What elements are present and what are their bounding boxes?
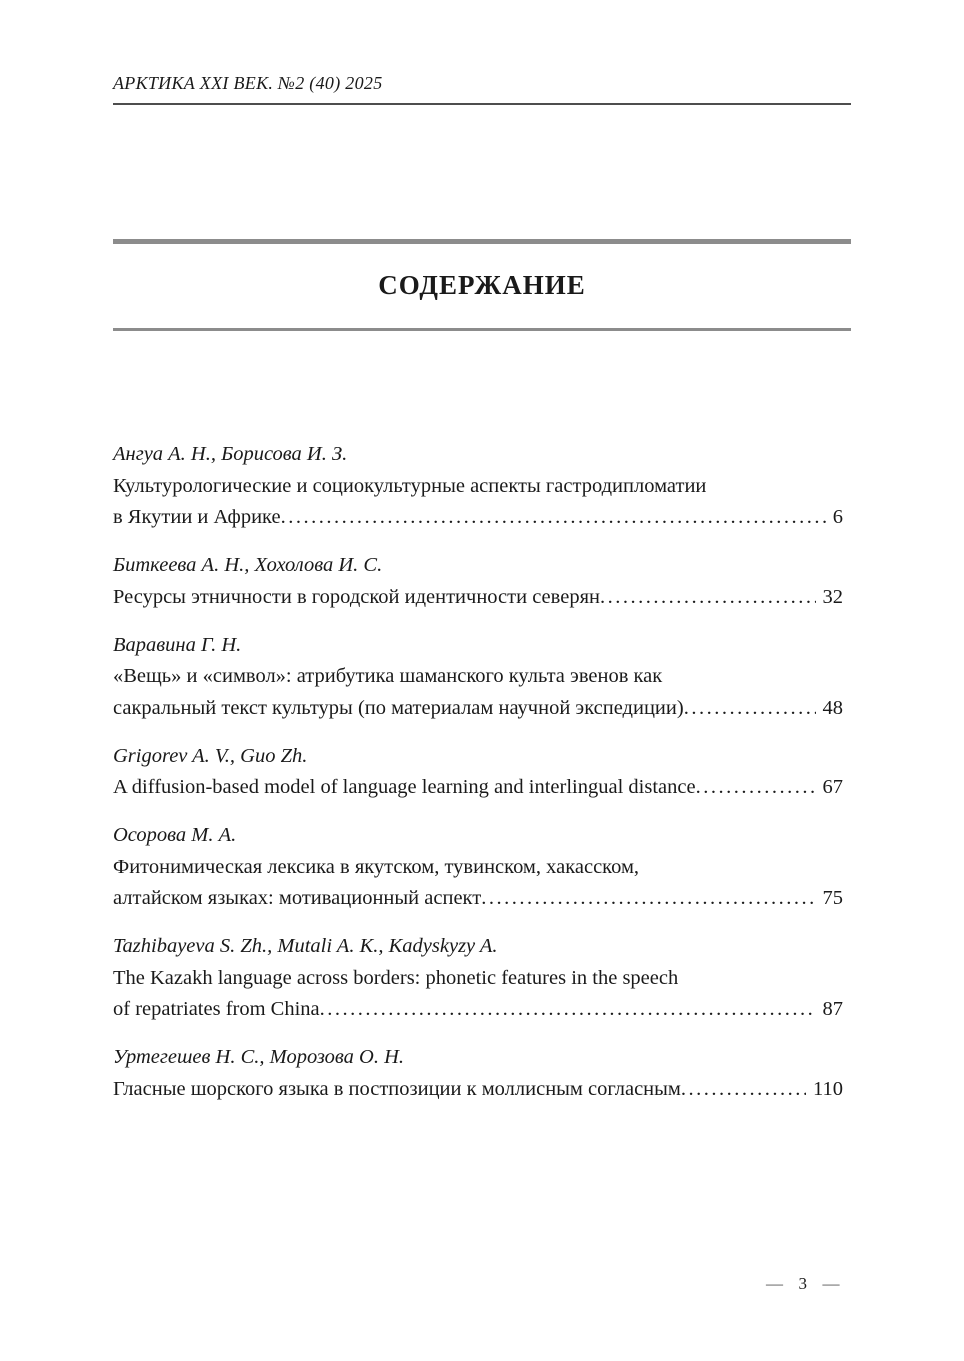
toc-title-text: Гласные шорского языка в постпозиции к моллисным согласным <box>113 1077 681 1100</box>
dot-leader <box>696 772 816 804</box>
toc-entry-authors: Ангуа А. Н., Борисова И. З. <box>113 443 348 465</box>
toc-entry <box>113 741 851 804</box>
toc-page-number: 67 <box>822 776 843 798</box>
dot-leader <box>681 1074 806 1106</box>
toc-title-line: The Kazakh language across borders: phonetic features in the speech <box>113 966 679 989</box>
toc-entry <box>113 630 851 725</box>
toc-entry-authors: Grigorev A. V., Guo Zh. <box>113 744 308 767</box>
dot-leader <box>481 883 815 915</box>
toc-page-number: 6 <box>832 506 843 528</box>
toc-entry-authors: Уртегешев Н. С., Морозова О. Н. <box>113 1046 405 1068</box>
toc-page-number: 48 <box>822 696 843 719</box>
toc-entry-lines <box>113 852 851 915</box>
footer-right-dash: — <box>822 1274 840 1293</box>
toc-title-line <box>113 1074 851 1106</box>
page-title: СОДЕРЖАНИЕ <box>378 270 586 300</box>
toc-entry-lines <box>113 661 851 724</box>
toc-entry-lines <box>113 963 851 1026</box>
toc-title-line <box>113 582 851 614</box>
footer-left-dash: — <box>766 1274 784 1293</box>
header-rule <box>113 103 851 105</box>
toc-title-line: «Вещь» и «символ»: атрибутика шаманского культа эвенов как <box>113 665 663 687</box>
toc-title-line: Фитонимическая лексика в якутском, тувинском, хакасском, <box>113 855 640 878</box>
toc-entry-lines <box>113 582 851 614</box>
toc-title-line: Культурологические и социокультурные аспекты гастродипломатии <box>113 474 707 497</box>
toc-title-line <box>113 693 851 725</box>
title-rule-top <box>113 239 851 244</box>
toc-entry <box>113 1042 851 1105</box>
toc-entry-lines <box>113 471 851 534</box>
toc-page-number: 110 <box>813 1077 843 1100</box>
toc-entry-lines <box>113 1074 851 1106</box>
toc-entry <box>113 820 851 915</box>
toc-entry-lines <box>113 772 851 804</box>
page-footer <box>766 1274 840 1294</box>
title-rule-bottom <box>113 328 851 331</box>
toc-title-line <box>113 772 851 804</box>
dot-leader <box>600 582 816 614</box>
toc-title-line <box>113 994 851 1026</box>
toc-entry-authors: Осорова М. А. <box>113 824 237 846</box>
dot-leader <box>684 693 816 725</box>
dot-leader <box>320 994 816 1026</box>
toc-title-text: в Якутии и Африке <box>113 506 281 528</box>
toc-page-number: 87 <box>822 998 843 1020</box>
dot-leader <box>281 502 826 534</box>
toc-entry-authors: Биткеева А. Н., Хохолова И. С. <box>113 554 383 576</box>
toc-entry <box>113 550 851 613</box>
toc-title-line <box>113 502 851 534</box>
toc-title-line <box>113 883 851 915</box>
toc-entry-authors: Tazhibayeva S. Zh., Mutali A. K., Kadyskyzy A. <box>113 935 498 957</box>
toc-entry-authors: Варавина Г. Н. <box>113 633 242 656</box>
footer-page-number: 3 <box>798 1274 808 1293</box>
toc-title-text: A diffusion-based model of language learning and interlingual distance <box>113 776 696 798</box>
toc-title-text: алтайском языках: мотивационный аспект <box>113 887 482 909</box>
toc-title-text: Ресурсы этничности в городской идентичности северян <box>113 585 600 608</box>
journal-header: АРКТИКА XXI ВЕК. №2 (40) 2025 <box>113 73 383 93</box>
toc-title-text: of repatriates from China <box>113 998 320 1020</box>
toc-entry <box>113 931 851 1026</box>
toc-list <box>113 439 851 1105</box>
toc-title-text: сакральный текст культуры (по материалам научной экспедиции) <box>113 696 684 719</box>
toc-page-number: 75 <box>822 887 843 909</box>
toc-page-number: 32 <box>822 585 843 608</box>
toc-entry <box>113 439 851 534</box>
